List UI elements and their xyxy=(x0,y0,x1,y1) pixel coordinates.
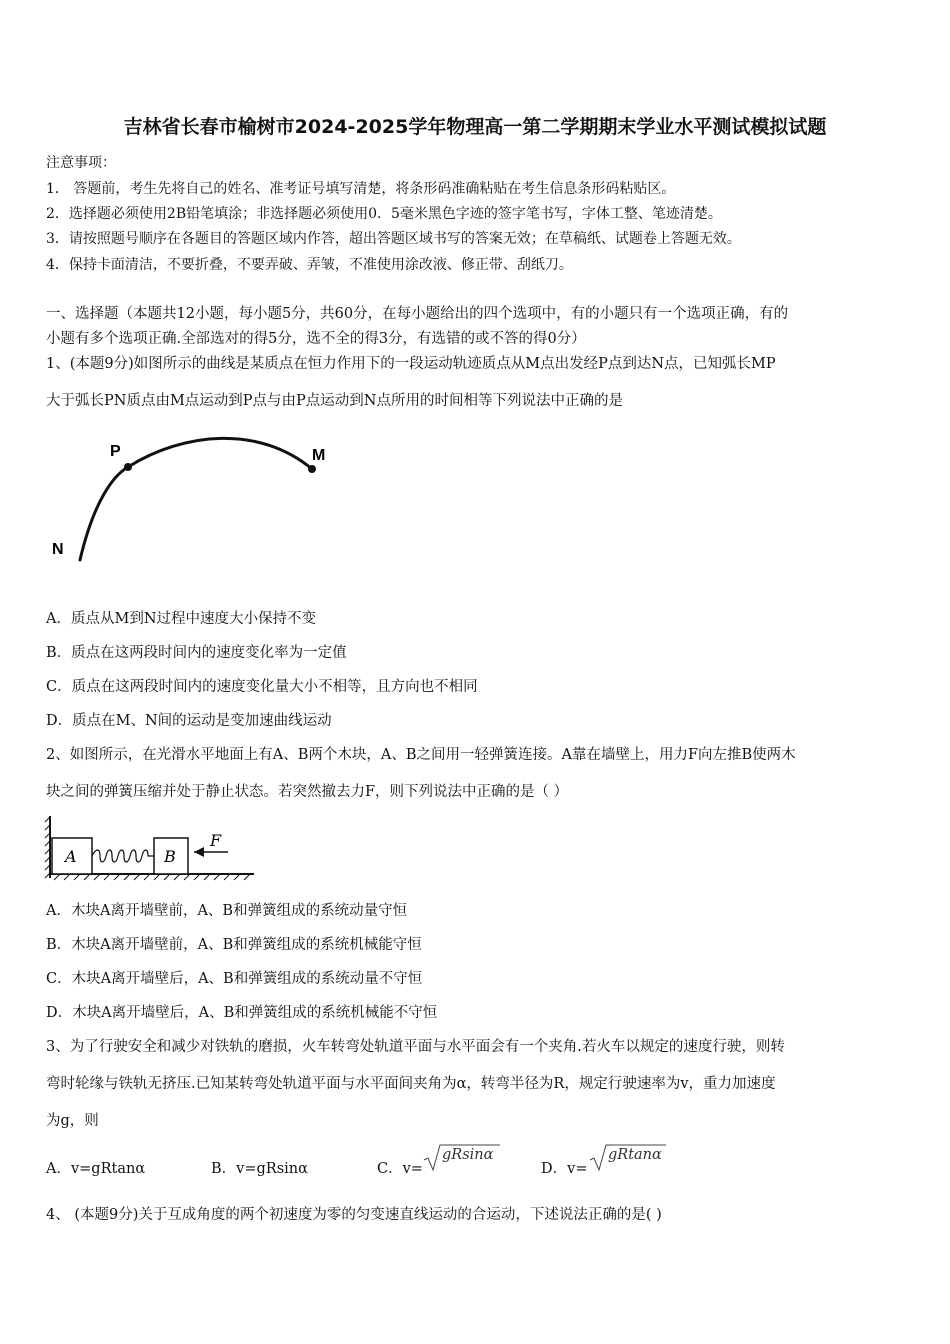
q3-option-b: B．v=gRsinα xyxy=(211,1161,308,1177)
q1-stem-line-1: 1、(本题9分)如图所示的曲线是某质点在恒力作用下的一段运动轨迹质点从M点出发经P点到达N点，已知弧长MP xyxy=(46,356,776,372)
q2-option-a: A．木块A离开墙壁前，A、B和弹簧组成的系统动量守恒 xyxy=(46,903,408,919)
q3-stem-line-2: 弯时轮缘与铁轨无挤压.已知某转弯处轨道平面与水平面间夹角为α，转弯半径为R，规定行驶速率为v，重力加速度 xyxy=(46,1076,776,1092)
q1-trajectory-figure xyxy=(44,420,344,570)
q2-stem-line-1: 2、如图所示，在光滑水平地面上有A、B两个木块，A、B之间用一轻弹簧连接。A靠在墙壁上，用力F向左推B使两木 xyxy=(46,747,796,763)
label-n: N xyxy=(52,541,64,558)
point-p xyxy=(124,463,132,471)
notice-heading: 注意事项： xyxy=(46,155,116,171)
section-line-2: 小题有多个选项正确.全部选对的得5分，选不全的得3分，有选错的或不答的得0分） xyxy=(46,331,586,347)
q1-stem-line-2: 大于弧长PN质点由M点运动到P点与由P点运动到N点所用的时间相等下列说法中正确的是 xyxy=(46,393,623,409)
q3-stem-line-1: 3、为了行驶安全和减少对铁轨的磨损，火车转弯处轨道平面与水平面会有一个夹角.若火车以规定的速度行驶，则转 xyxy=(46,1039,785,1055)
notice-item-1: 1． 答题前，考生先将自己的姓名、准考证号填写清楚，将条形码准确粘贴在考生信息条形码粘贴区。 xyxy=(46,181,676,197)
q3-option-a: A．v=gRtanα xyxy=(46,1161,146,1177)
spring xyxy=(92,850,154,862)
q3-option-c-prefix: C．v= xyxy=(377,1161,423,1177)
label-a: A xyxy=(65,847,77,866)
q3-option-c-radicand: gRsinα xyxy=(442,1147,494,1163)
label-p: P xyxy=(110,443,121,460)
label-m: M xyxy=(312,447,326,464)
q1-option-d: D．质点在M、N间的运动是变加速曲线运动 xyxy=(46,713,332,729)
q3-option-d-prefix: D．v= xyxy=(541,1161,588,1177)
q2-option-d: D．木块A离开墙壁后，A、B和弹簧组成的系统机械能不守恒 xyxy=(46,1005,438,1021)
label-b: B xyxy=(164,847,176,866)
notice-item-2: 2．选择题必须使用2B铅笔填涂；非选择题必须使用0．5毫米黑色字迹的签字笔书写，字体工整、笔迹清楚。 xyxy=(46,206,722,222)
q2-option-c: C．木块A离开墙壁后，A、B和弹簧组成的系统动量不守恒 xyxy=(46,971,423,987)
label-f: F xyxy=(210,831,222,850)
q2-spring-figure xyxy=(44,812,256,884)
force-arrow-head xyxy=(194,847,204,857)
q3-option-d-radicand: gRtanα xyxy=(608,1147,662,1163)
q2-stem-line-2: 块之间的弹簧压缩并处于静止状态。若突然撤去力F，则下列说法中正确的是（ ） xyxy=(46,784,569,800)
q1-option-c: C．质点在这两段时间内的速度变化量大小不相等，且方向也不相同 xyxy=(46,679,478,695)
notice-item-4: 4．保持卡面清洁，不要折叠，不要弄破、弄皱，不准使用涂改液、修正带、刮纸刀。 xyxy=(46,257,573,273)
section-line-1: 一、选择题（本题共12小题，每小题5分，共60分，在每小题给出的四个选项中，有的小题只有一个选项正确，有的 xyxy=(46,306,789,322)
notice-item-3: 3．请按照题号顺序在各题目的答题区域内作答，超出答题区域书写的答案无效；在草稿纸、试题卷上答题无效。 xyxy=(46,231,741,247)
q3-stem-line-3: 为g，则 xyxy=(46,1113,99,1129)
q1-option-a: A．质点从M到N过程中速度大小保持不变 xyxy=(46,611,317,627)
q2-option-b: B．木块A离开墙壁前，A、B和弹簧组成的系统机械能守恒 xyxy=(46,937,422,953)
point-m xyxy=(308,465,316,473)
exam-title: 吉林省长春市榆树市2024-2025学年物理高一第二学期期末学业水平测试模拟试题 xyxy=(123,116,827,138)
q4-stem-line-1: 4、 (本题9分)关于互成角度的两个初速度为零的匀变速直线运动的合运动，下述说法正确的是( ) xyxy=(46,1207,662,1223)
q1-option-b: B．质点在这两段时间内的速度变化率为一定值 xyxy=(46,645,347,661)
